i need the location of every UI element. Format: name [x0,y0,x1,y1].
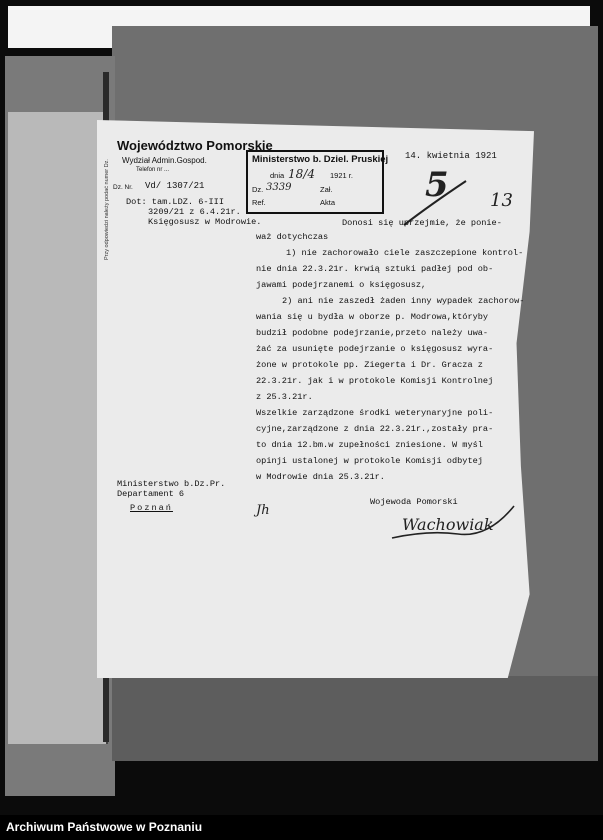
stamp-zal-label: Zał. [320,185,333,194]
letterhead: Województwo Pomorskie [117,138,273,153]
stamp-dnia-value: 18/4 [288,167,315,181]
subject-line-1: Dot: tam.LDZ. 6-III [126,197,224,207]
subject-line-3: Księgosusz w Modrowie. [148,217,262,227]
initials: Jh [256,503,270,518]
body-line-11: 22.3.21r. jak i w protokole Komisji Kontrolnej [256,376,494,386]
stamp-dnia-label: dnia [270,171,285,180]
stamp-title: Ministerstwo b. Dziel. Pruskiej [252,154,389,165]
subject-line-2: 3209/21 z 6.4.21r. [148,207,241,217]
archive-caption: Archiwum Państwowe w Poznaniu [6,820,203,834]
recipient-city: Poznań [130,503,173,513]
stamp-dz-label: Dz. [252,185,264,194]
body-line-14: cyjne,zarządzone z dnia 22.3.21r.,zostały pra- [256,424,494,434]
recipient-line-2: Departament 6 [117,489,185,499]
signature-flourish-icon [388,500,518,545]
handwritten-number-2: 13 [490,190,513,211]
side-note: Przy odpowiedzi należy podać numer Dz. [104,159,110,260]
registry-stamp [246,150,389,214]
recipient-line-1: Ministerstwo b.Dz.Pr. [117,479,226,489]
body-line-2: waż dotychczas [256,232,329,242]
stamp-ref-label: Ref. [252,198,266,207]
signatory-title: Wojewoda Pomorski [370,497,458,507]
telephone-line: Telefon nr ... [136,167,170,173]
lower-board [112,676,598,761]
body-line-10: żone w protokole pp. Ziegerta i Dr. Gracza z [256,360,483,370]
body-line-5: jawami podejrzanemi o księgosusz, [256,280,427,290]
body-line-6: 2) ani nie zaszedł żaden inny wypadek zachorow- [282,296,525,306]
stamp-akta-label: Akta [320,198,336,207]
department-line: Wydział Admin.Gospod. [122,156,207,165]
body-line-4: nie dnia 22.3.21r. krwią sztuki padłej pod ob- [256,264,494,274]
stamp-year: 1921 r. [330,171,353,180]
reference-number: Vd/ 1307/21 [145,181,205,191]
stamp-dz-value: 3339 [266,182,292,193]
body-line-15: to dnia 12.bm.w zupełności zniesione. W myśl [256,440,483,450]
body-line-16: opinji ustalonej w protokole Komisji odbytej [256,456,483,466]
body-line-12: z 25.3.21r. [256,392,313,402]
body-line-17: w Modrowie dnia 25.3.21r. [256,472,385,482]
document-date: 14. kwietnia 1921 [405,151,497,161]
folder-strip [8,112,108,744]
body-line-3: 1) nie zachorowało ciele zaszczepione kontrol- [286,248,524,258]
body-line-1: Donosi się uprzejmie, że ponie- [342,218,502,228]
signature: Wachowiak [402,515,494,534]
body-line-7: wania się u bydła w oborze p. Modrowa,któryby [256,312,489,322]
body-line-8: budził podobne podejrzanie,przeto należy uwa- [256,328,489,338]
dz-nr-label: Dz. Nr. [113,184,133,191]
handwritten-number: 5 [425,165,449,205]
body-line-9: żać za usunięte podejrzanie o księgosusz wyra- [256,344,494,354]
body-line-13: Wszelkie zarządzone środki weterynaryjne poli- [256,408,494,418]
archive-caption-bar [0,815,603,840]
